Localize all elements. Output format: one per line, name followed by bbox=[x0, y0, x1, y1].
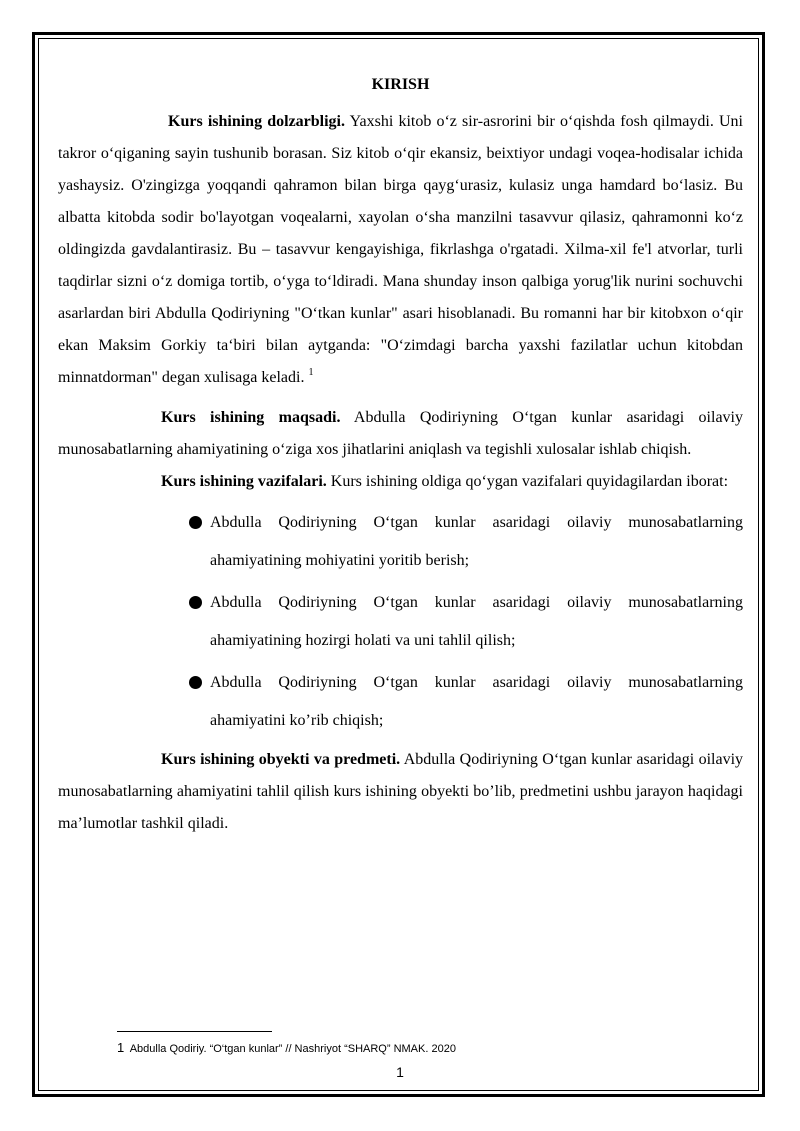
relevance-title: Kurs ishining dolzarbligi. bbox=[168, 113, 346, 130]
page-number: 1 bbox=[396, 1064, 404, 1080]
relevance-paragraph bbox=[58, 106, 743, 394]
bullet-icon bbox=[189, 676, 202, 689]
list-item-text: Abdulla Qodiriyning O‘tgan kunlar asaridagi oilaviy munosabatlarning ahamiyatining mohiyatini yoritib berish; bbox=[210, 514, 743, 569]
footnote-text: Abdulla Qodiriy. “O‘tgan kunlar” // Nashriyot “SHARQ” NMAK. 2020 bbox=[129, 1043, 456, 1055]
footnote-reference: 1 bbox=[308, 367, 314, 378]
list-item bbox=[186, 664, 743, 740]
relevance-text: Yaxshi kitob o‘z sir-asrorini bir o‘qishda fosh qilmaydi. Uni takror o‘qiganing sayin tushunib borasan. Siz kitob o‘qir ekansiz, beixtiyor undagi voqea-hodisalar ichida yashaysiz. O'zingizga yoqqandi qahramon bilan birga qayg‘urasiz, kulasiz unga hamdard bo‘lasiz. Bu albatta kitobda sodir bo'layotgan voqealarni, xayolan o‘sha manzilni tasavvur qilasiz, qahramonni ko‘z oldingizda gavdalantirasiz. Bu – tasavvur kengayishiga, fikrlashga o'rgatadi. Xilma-xil fe'l atvorlar, turli taqdirlar sizni o‘z domiga tortib, o‘yga to‘ldiradi. Mana shunday inson qalbiga yorug'lik nurini sochuvchi asarlardan biri Abdulla Qodiriyning "O‘tkan kunlar" asari hisoblanadi. Bu romanni har bir kitobxon o‘qir ekan Maksim Gorkiy ta‘biri bilan aytganda: "O‘zimdagi barcha yaxshi fazilatlar uchun kitobdan minnatdorman" degan xulisaga keladi. bbox=[58, 113, 743, 386]
goal-text: Abdulla Qodiriyning O‘tgan kunlar asaridagi oilaviy munosabatlarning ahamiyatining o‘ziga xos jihatlarini aniqlash va tegishli xulosalar ishlab chiqish. bbox=[58, 409, 743, 458]
bullet-icon bbox=[189, 516, 202, 529]
list-item bbox=[186, 504, 743, 580]
tasks-title: Kurs ishining vazifalari. bbox=[161, 473, 327, 490]
page-title: KIRISH bbox=[371, 76, 430, 93]
object-paragraph bbox=[58, 744, 743, 840]
object-text: Abdulla Qodiriyning O‘tgan kunlar asaridagi oilaviy munosabatlarning ahamiyatini tahlil qilish kurs ishining obyekti bo’lib, predmetini ushbu jarayon haqidagi ma’lumotlar tashkil qiladi. bbox=[58, 751, 744, 832]
footnote-divider bbox=[117, 1031, 272, 1032]
document-body bbox=[58, 70, 743, 840]
tasks-text: Kurs ishining oldiga qo‘ygan vazifalari quyidagilardan iborat: bbox=[326, 473, 729, 490]
object-title: Kurs ishining obyekti va predmeti. bbox=[161, 751, 401, 768]
goal-title: Kurs ishining maqsadi. bbox=[161, 409, 341, 426]
bullet-icon bbox=[189, 596, 202, 609]
tasks-paragraph bbox=[58, 466, 743, 498]
footnote-number: 1 bbox=[117, 1040, 125, 1055]
goal-paragraph bbox=[58, 402, 743, 466]
footnote bbox=[117, 1040, 456, 1055]
list-item-text: Abdulla Qodiriyning O‘tgan kunlar asaridagi oilaviy munosabatlarning ahamiyatini ko’rib chiqish; bbox=[210, 674, 743, 729]
list-item-text: Abdulla Qodiriyning O‘tgan kunlar asaridagi oilaviy munosabatlarning ahamiyatining hozirgi holati va uni tahlil qilish; bbox=[210, 594, 743, 649]
tasks-list bbox=[58, 504, 743, 740]
list-item bbox=[186, 584, 743, 660]
